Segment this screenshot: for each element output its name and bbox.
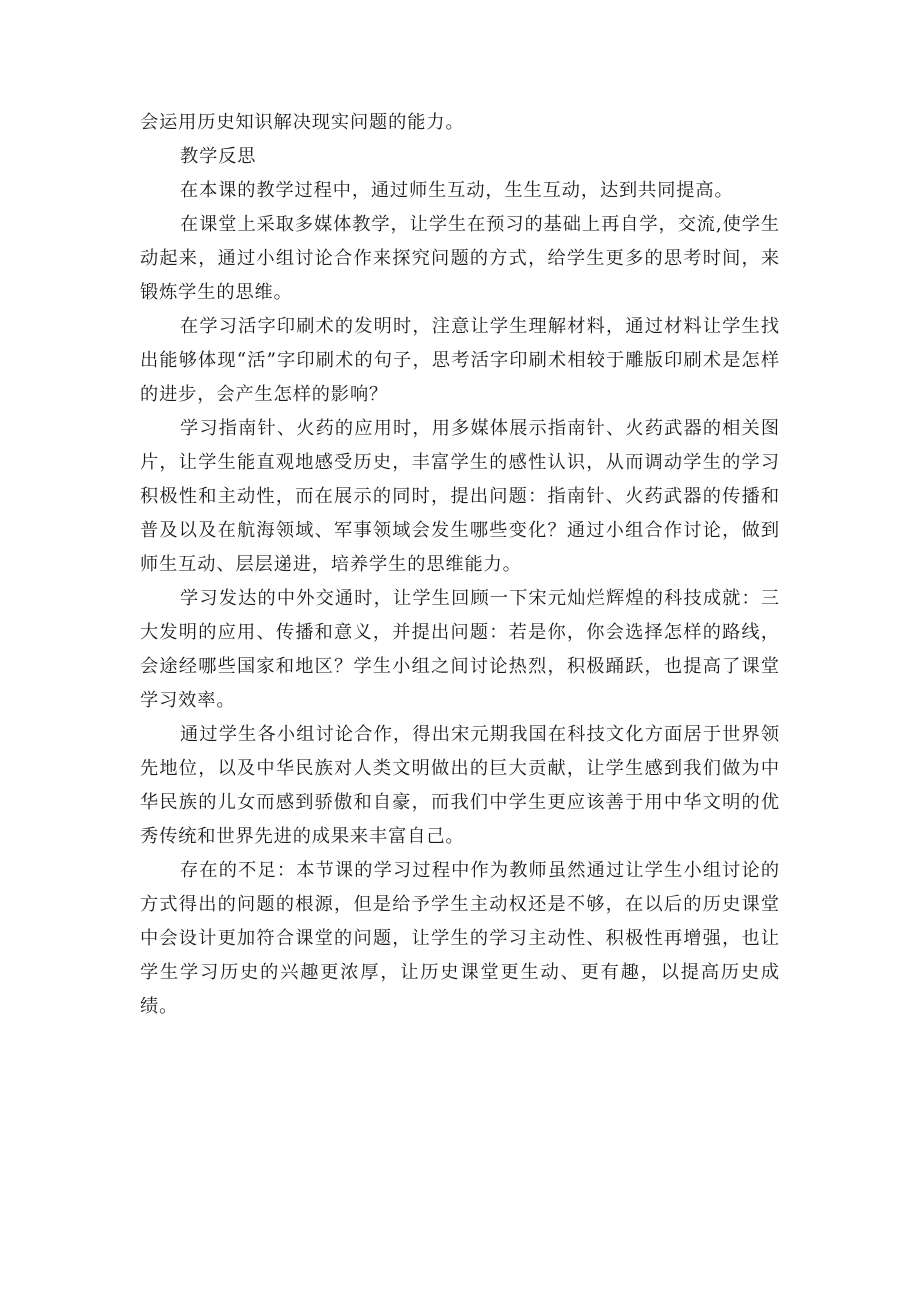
paragraph-shortcomings: 存在的不足：本节课的学习过程中作为教师虽然通过让学生小组讨论的方式得出的问题的根源，但是给予学生主动权还是不够，在以后的历史课堂中会设计更加符合课堂的问题，让学生的学习主动性、积极性再增强，也让学生学习历史的兴趣更浓厚，让历史课堂更生动、更有趣，以提高历史成绩。 bbox=[140, 860, 780, 1017]
paragraph-compass-gunpowder: 学习指南针、火药的应用时，用多媒体展示指南针、火药武器的相关图片，让学生能直观地感受历史，丰富学生的感性认识，从而调动学生的学习积极性和主动性，而在展示的同时，提出问题：指南针、火药武器的传播和普及以及在航海领域、军事领域会发生哪些变化？通过小组合作讨论，做到师生互动、层层递进，培养学生的思维能力。 bbox=[140, 418, 780, 575]
document-body bbox=[140, 106, 780, 1024]
paragraph-movable-type: 在学习活字印刷术的发明时，注意让学生理解材料，通过材料让学生找出能够体现“活”字印刷术的句子，思考活字印刷术相较于雕版印刷术是怎样的进步，会产生怎样的影响？ bbox=[140, 316, 780, 405]
paragraph-interaction: 在本课的教学过程中，通过师生互动，生生互动，达到共同提高。 bbox=[180, 180, 734, 201]
paragraph-transportation: 学习发达的中外交通时，让学生回顾一下宋元灿烂辉煌的科技成就：三大发明的应用、传播和意义，并提出问题：若是你，你会选择怎样的路线，会途经哪些国家和地区？学生小组之间讨论热烈，积极踊跃，也提高了课堂学习效率。 bbox=[140, 588, 780, 711]
section-heading-teaching-reflection: 教学反思 bbox=[180, 146, 257, 167]
paragraph-group-discussion: 通过学生各小组讨论合作，得出宋元期我国在科技文化方面居于世界领先地位，以及中华民族对人类文明做出的巨大贡献，让学生感到我们做为中华民族的儿女而感到骄傲和自豪，而我们中学生更应该善于用中华文明的优秀传统和世界先进的成果来丰富自己。 bbox=[140, 724, 780, 847]
paragraph-multimedia: 在课堂上采取多媒体教学，让学生在预习的基础上再自学，交流,使学生动起来，通过小组讨论合作来探究问题的方式，给学生更多的思考时间，来锻炼学生的思维。 bbox=[140, 214, 780, 303]
paragraph-continuation: 会运用历史知识解决现实问题的能力。 bbox=[140, 112, 465, 133]
